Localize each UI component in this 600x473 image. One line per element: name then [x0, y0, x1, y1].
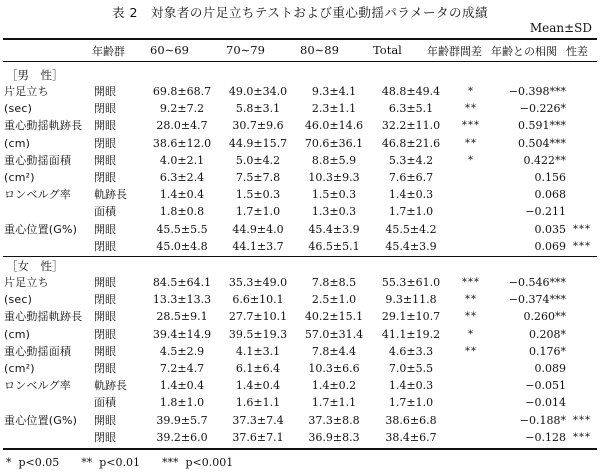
value-60-69: 4.0±2.1 [159, 153, 205, 167]
value-total: 38.6±6.8 [385, 413, 437, 427]
condition: 閉眼 [94, 293, 116, 307]
table-row [4, 152, 598, 169]
value-total: 45.4±3.9 [385, 239, 437, 253]
value-80-89: 1.7±1.1 [311, 396, 357, 410]
value-80-89: 45.4±3.9 [308, 222, 360, 236]
condition: 開眼 [94, 119, 116, 133]
age-correlation: −0.014 [525, 396, 566, 410]
value-60-69: 28.5±9.1 [156, 310, 208, 324]
age-correlation: 0.422** [523, 153, 566, 167]
table-row [4, 169, 598, 186]
value-70-79: 37.6±7.1 [232, 430, 284, 444]
value-70-79: 30.7±9.6 [232, 119, 284, 133]
table-row [4, 360, 598, 377]
age-group-diff [450, 221, 492, 238]
row-label: (sec) [4, 102, 33, 116]
sex-diff [566, 291, 598, 308]
top-rule [3, 38, 597, 40]
sex-diff [566, 203, 598, 220]
sex-diff [566, 152, 598, 169]
age-correlation: −0.374*** [508, 293, 566, 307]
table-row [4, 326, 598, 343]
age-group-diff [450, 238, 492, 255]
value-total: 32.2±11.0 [381, 119, 441, 133]
row-label: ロンベルグ率 [4, 379, 71, 393]
value-70-79: 49.0±34.0 [228, 85, 288, 98]
table-row [4, 135, 598, 152]
age-group-diff: * [468, 328, 474, 340]
value-total: 1.7±1.0 [388, 396, 434, 410]
value-70-79: 1.5±0.3 [235, 188, 281, 202]
value-total: 55.3±61.0 [381, 276, 441, 289]
age-group-diff: *** [462, 120, 480, 132]
header-age-60-69: 60∼69 [150, 43, 189, 57]
male-data-table [4, 83, 598, 255]
value-80-89: 10.3±9.3 [308, 171, 360, 185]
value-total: 45.5±4.2 [385, 222, 437, 236]
footnote: * p<0.05 ** p<0.01 *** p<0.001 [6, 456, 234, 469]
table-row [4, 412, 598, 429]
value-60-69: 28.0±4.7 [156, 119, 208, 133]
age-correlation: 0.089 [534, 362, 566, 376]
value-total: 29.1±10.7 [381, 310, 441, 324]
row-label: 重心動揺面積 [4, 344, 72, 358]
row-label: 重心動揺軌跡長 [4, 310, 83, 324]
condition: 開眼 [94, 85, 116, 98]
age-correlation: −0.211 [525, 205, 566, 219]
header-total: Total [373, 43, 402, 57]
value-total: 38.4±6.7 [385, 430, 437, 444]
value-70-79: 1.4±0.4 [235, 379, 281, 393]
value-70-79: 44.9±15.7 [228, 136, 288, 150]
sex-diff [566, 394, 598, 411]
condition: 閉眼 [94, 102, 116, 116]
value-60-69: 1.8±0.8 [159, 205, 205, 219]
age-correlation: −0.128 [525, 430, 566, 444]
row-label [4, 394, 94, 411]
condition: 開眼 [94, 413, 116, 427]
value-60-69: 1.4±0.4 [159, 188, 205, 202]
age-group-diff [450, 169, 492, 186]
row-label [4, 238, 94, 255]
age-group-diff: * [468, 86, 474, 97]
value-70-79: 5.0±4.2 [235, 153, 281, 167]
value-60-69: 69.8±68.7 [152, 85, 212, 98]
sex-diff [566, 308, 598, 325]
age-correlation: −0.398*** [508, 85, 566, 98]
table-row [4, 221, 598, 238]
header-age-group-diff: 年齢群間差 [427, 45, 482, 58]
value-total: 46.8±21.6 [381, 136, 441, 150]
condition: 閉眼 [94, 327, 116, 341]
row-label [4, 429, 94, 446]
value-total: 4.6±3.3 [388, 344, 434, 358]
table-row [4, 100, 598, 117]
table-row [4, 203, 598, 220]
age-group-diff [450, 394, 492, 411]
sex-diff [566, 186, 598, 203]
value-60-69: 1.4±0.4 [159, 379, 205, 393]
condition: 閉眼 [94, 362, 116, 376]
age-group-diff [450, 412, 492, 429]
value-80-89: 1.5±0.3 [311, 188, 357, 202]
age-group-diff [450, 429, 492, 446]
age-correlation: 0.260** [523, 310, 566, 324]
value-60-69: 39.2±6.0 [156, 430, 208, 444]
value-total: 6.3±5.1 [388, 102, 434, 116]
value-70-79: 1.7±1.0 [235, 205, 281, 219]
row-label: (sec) [4, 293, 33, 307]
age-correlation: 0.504*** [518, 136, 566, 150]
sex-diff [566, 135, 598, 152]
value-total: 41.1±19.2 [381, 327, 441, 341]
age-group-diff: ** [465, 311, 477, 323]
value-total: 9.3±11.8 [385, 293, 437, 307]
condition: 開眼 [94, 344, 116, 358]
value-total: 1.7±1.0 [388, 205, 434, 219]
age-group-diff [450, 186, 492, 203]
table-row [4, 274, 598, 291]
value-70-79: 44.1±3.7 [232, 239, 284, 253]
value-70-79: 44.9±4.0 [232, 222, 284, 236]
age-correlation: 0.208* [529, 327, 566, 341]
table-row [4, 238, 598, 255]
value-80-89: 2.5±1.0 [311, 293, 357, 307]
bottom-rule [3, 448, 597, 450]
condition: 開眼 [94, 153, 116, 167]
condition: 開眼 [94, 310, 116, 324]
value-70-79: 37.3±7.4 [232, 413, 284, 427]
value-60-69: 84.5±64.1 [152, 276, 212, 289]
sex-diff [566, 326, 598, 343]
value-80-89: 8.8±5.9 [311, 153, 357, 167]
row-label: ロンベルグ率 [4, 188, 71, 202]
mean-sd-label: Mean±SD [529, 21, 592, 35]
age-correlation: 0.176* [529, 344, 566, 358]
value-60-69: 38.6±12.0 [152, 136, 212, 150]
header-age-correlation: 年齢との相関 [491, 45, 557, 58]
age-correlation: 0.591*** [518, 119, 566, 133]
section-male: ［男 性］ [6, 68, 64, 82]
table-row [4, 429, 598, 446]
sex-diff: *** [573, 240, 591, 252]
age-correlation: −0.188* [519, 413, 566, 427]
value-60-69: 39.9±5.7 [156, 413, 208, 427]
row-label: (cm) [4, 136, 31, 150]
value-80-89: 37.3±8.8 [308, 413, 360, 427]
value-80-89: 7.8±8.5 [311, 276, 357, 289]
table-row [4, 308, 598, 325]
condition: 面積 [94, 205, 116, 219]
sex-diff [566, 343, 598, 360]
value-total: 1.4±0.3 [388, 379, 434, 393]
value-80-89: 9.3±4.1 [311, 85, 357, 98]
condition: 閉眼 [94, 430, 116, 444]
value-60-69: 7.2±4.7 [159, 362, 205, 376]
condition: 軌跡長 [94, 379, 127, 393]
row-label: (cm) [4, 327, 31, 341]
value-80-89: 57.0±31.4 [304, 327, 364, 341]
header-age-80-89: 80∼89 [300, 43, 339, 57]
condition: 開眼 [94, 222, 116, 236]
sex-diff [566, 100, 598, 117]
age-group-diff: ** [465, 294, 477, 306]
value-70-79: 39.5±19.3 [228, 327, 288, 341]
sex-diff [566, 360, 598, 377]
value-70-79: 27.7±10.1 [228, 310, 288, 324]
value-80-89: 10.3±6.6 [308, 362, 360, 376]
value-total: 7.6±6.7 [388, 171, 434, 185]
row-label [4, 203, 94, 220]
header-age-70-79: 70∼79 [226, 43, 265, 57]
table-row [4, 394, 598, 411]
age-correlation: −0.051 [525, 379, 566, 393]
sex-diff [566, 83, 598, 100]
value-60-69: 39.4±14.9 [152, 327, 212, 341]
value-80-89: 2.3±1.1 [311, 102, 357, 116]
value-80-89: 46.0±14.6 [304, 119, 364, 133]
table-row [4, 377, 598, 394]
age-group-diff: * [468, 154, 474, 166]
age-group-diff: ** [465, 137, 477, 149]
age-group-diff [450, 360, 492, 377]
sex-diff: *** [573, 431, 591, 443]
row-label: 重心位置(G%) [4, 222, 78, 236]
sex-diff [566, 169, 598, 186]
condition: 面積 [94, 396, 116, 410]
value-60-69: 9.2±7.2 [159, 102, 205, 116]
value-70-79: 6.1±6.4 [235, 362, 281, 376]
header-sex-diff: 性差 [566, 45, 588, 58]
sex-diff: *** [573, 223, 591, 235]
value-60-69: 13.3±13.3 [152, 293, 212, 307]
table-row [4, 117, 598, 134]
condition: 開眼 [94, 276, 116, 289]
table-row [4, 291, 598, 308]
sex-diff [566, 377, 598, 394]
table-row [4, 186, 598, 203]
age-group-diff [450, 203, 492, 220]
value-total: 7.0±5.5 [388, 362, 434, 376]
section-female: ［女 性］ [6, 259, 64, 273]
value-70-79: 5.8±3.1 [235, 102, 281, 116]
row-label: 重心位置(G%) [4, 413, 78, 427]
age-correlation: −0.226* [519, 102, 566, 116]
value-80-89: 1.4±0.2 [311, 379, 357, 393]
row-label: 片足立ち [4, 276, 49, 289]
row-label: 重心動揺面積 [4, 153, 72, 167]
age-group-diff: ** [465, 345, 477, 357]
row-label: (cm²) [4, 362, 35, 376]
table-row [4, 343, 598, 360]
age-correlation: −0.546*** [508, 276, 566, 289]
age-group-diff: *** [462, 277, 480, 288]
value-80-89: 36.9±8.3 [308, 430, 360, 444]
value-70-79: 35.3±49.0 [228, 276, 288, 289]
value-80-89: 1.3±0.3 [311, 205, 357, 219]
age-correlation: 0.068 [534, 188, 566, 202]
condition: 閉眼 [94, 136, 116, 150]
row-label: 重心動揺軌跡長 [4, 119, 83, 133]
age-group-diff: ** [465, 103, 477, 115]
value-70-79: 7.5±7.8 [235, 171, 281, 185]
value-80-89: 40.2±15.1 [304, 310, 364, 324]
condition: 閉眼 [94, 239, 116, 253]
row-label: (cm²) [4, 171, 35, 185]
age-correlation: 0.069 [534, 239, 566, 253]
value-80-89: 46.5±5.1 [308, 239, 360, 253]
condition: 軌跡長 [94, 188, 127, 202]
female-data-table [4, 274, 598, 446]
value-60-69: 45.5±5.5 [156, 222, 208, 236]
value-70-79: 6.6±10.1 [232, 293, 284, 307]
condition: 閉眼 [94, 171, 116, 185]
value-60-69: 45.0±4.8 [156, 239, 208, 253]
value-total: 1.4±0.3 [388, 188, 434, 202]
value-70-79: 4.1±3.1 [235, 344, 281, 358]
header-age-group: 年齢群 [92, 45, 125, 58]
value-60-69: 6.3±2.4 [159, 171, 205, 185]
age-group-diff [450, 377, 492, 394]
row-label: 片足立ち [4, 85, 49, 98]
table-title: 表 2 対象者の片足立ちテストおよび重心動揺パラメータの成績 [111, 5, 489, 20]
value-total: 48.8±49.4 [381, 85, 441, 98]
sex-diff [566, 274, 598, 291]
value-60-69: 1.8±1.0 [159, 396, 205, 410]
value-total: 5.3±4.2 [388, 153, 434, 167]
value-70-79: 1.6±1.1 [235, 396, 281, 410]
value-80-89: 70.6±36.1 [304, 136, 364, 150]
section-divider-rule [3, 256, 597, 257]
header-rule [3, 61, 597, 62]
age-correlation: 0.156 [534, 171, 566, 185]
value-80-89: 7.8±4.4 [311, 344, 357, 358]
sex-diff [566, 117, 598, 134]
age-correlation: 0.035 [534, 222, 566, 236]
table-row [4, 83, 598, 100]
value-60-69: 4.5±2.9 [159, 344, 205, 358]
sex-diff: *** [573, 414, 591, 426]
